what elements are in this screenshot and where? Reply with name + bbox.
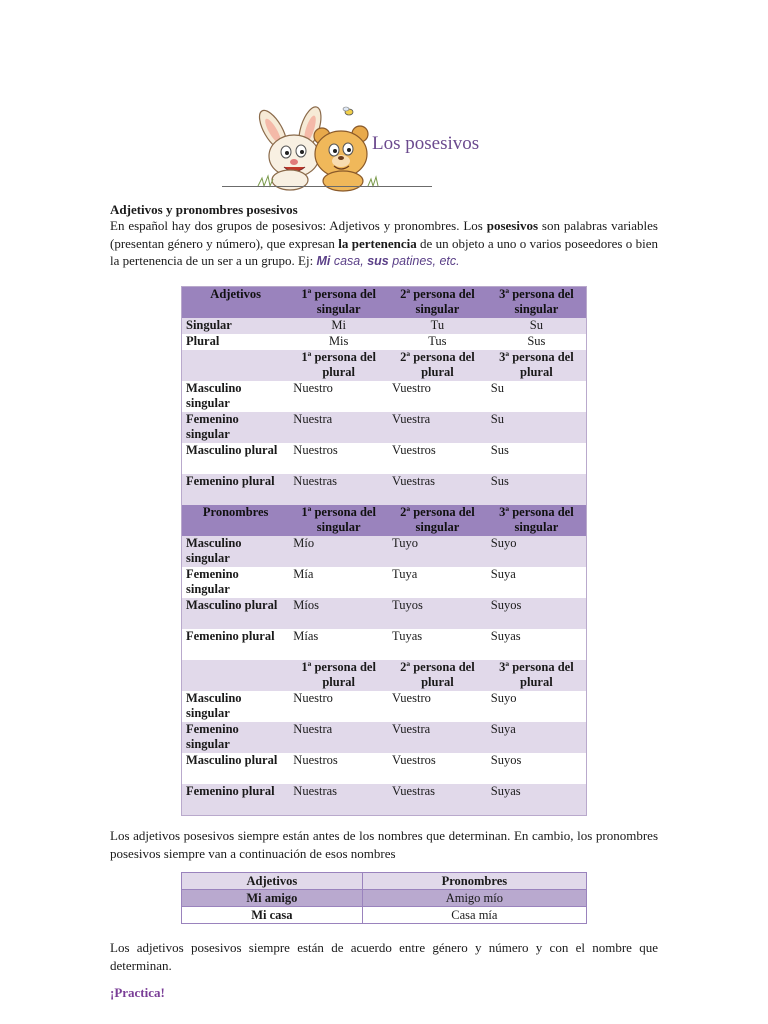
- intro-text-2: son palabras variables (presentan género y número), que expresan: [110, 218, 658, 251]
- table-cell: Tuyo: [388, 536, 487, 567]
- table-cell: Mi casa: [182, 907, 363, 924]
- page-title: Los posesivos: [372, 133, 480, 154]
- row-label: Masculino singular: [182, 536, 290, 567]
- subheader-cell: 2ª persona del plural: [388, 350, 487, 381]
- table-cell: Vuestro: [388, 691, 487, 722]
- table-cell: Mi: [289, 318, 388, 334]
- table-cell: Tuyas: [388, 629, 487, 660]
- table-row: [182, 536, 587, 567]
- header-cell: Adjetivos: [182, 873, 363, 890]
- table-subheader-row: [182, 660, 587, 691]
- subheader-cell: 2ª persona del plural: [388, 660, 487, 691]
- header-cell: 1ª persona del singular: [289, 287, 388, 319]
- table-cell: Suyas: [487, 629, 587, 660]
- table-cell: Vuestra: [388, 412, 487, 443]
- table-cell: Suyas: [487, 784, 587, 816]
- row-label: Femenino singular: [182, 412, 290, 443]
- table-cell: Su: [487, 381, 587, 412]
- table-cell: Tus: [388, 334, 487, 350]
- table-row: [182, 443, 587, 474]
- row-label: Femenino plural: [182, 629, 290, 660]
- table-cell: Amigo mío: [362, 890, 586, 907]
- row-label: Femenino plural: [182, 474, 290, 505]
- table-row: [182, 567, 587, 598]
- example-mi: Mi: [316, 254, 331, 268]
- row-label: Masculino plural: [182, 753, 290, 784]
- comparison-table: [181, 872, 587, 924]
- table-cell: Su: [487, 412, 587, 443]
- example-rest: patines, etc.: [388, 254, 460, 268]
- table-cell: Vuestro: [388, 381, 487, 412]
- practice-heading: ¡Practica!: [110, 985, 165, 1000]
- intro-paragraph: [110, 217, 658, 271]
- subheader-cell: [182, 350, 290, 381]
- table-cell: Casa mía: [362, 907, 586, 924]
- intro-example: [316, 254, 459, 268]
- table-row: [182, 598, 587, 629]
- table-row: [182, 474, 587, 505]
- header-cell: 3ª persona del singular: [487, 505, 587, 536]
- intro-text-1: En español hay dos grupos de posesivos: Adjetivos y pronombres. Los: [110, 218, 487, 233]
- table-cell: Vuestras: [388, 784, 487, 816]
- table-cell: Mío: [289, 536, 388, 567]
- table-cell: Nuestras: [289, 474, 388, 505]
- table-row: [182, 629, 587, 660]
- table-cell: Tuyos: [388, 598, 487, 629]
- section-heading: Adjetivos y pronombres posesivos: [110, 202, 298, 217]
- subheader-cell: 1ª persona del plural: [289, 350, 388, 381]
- table-cell: Suyo: [487, 691, 587, 722]
- header-cell: 2ª persona del singular: [388, 505, 487, 536]
- header-cell: 3ª persona del singular: [487, 287, 587, 319]
- table-row: [182, 412, 587, 443]
- example-casa: casa,: [330, 254, 368, 268]
- subheader-cell: [182, 660, 290, 691]
- row-label: Masculino singular: [182, 381, 290, 412]
- table-row: [182, 318, 587, 334]
- posesivos-table: [181, 286, 587, 816]
- header-cell: 2ª persona del singular: [388, 287, 487, 319]
- table-row: [182, 907, 587, 924]
- table-cell: Suyos: [487, 598, 587, 629]
- table-cell: Tu: [388, 318, 487, 334]
- row-label: Singular: [182, 318, 290, 334]
- table-header-row: [182, 287, 587, 319]
- subheader-cell: 3ª persona del plural: [487, 660, 587, 691]
- table-cell: Suyos: [487, 753, 587, 784]
- row-label: Masculino plural: [182, 443, 290, 474]
- header-cell: Pronombres: [362, 873, 586, 890]
- table-cell: Nuestras: [289, 784, 388, 816]
- row-label: Plural: [182, 334, 290, 350]
- subheader-cell: 1ª persona del plural: [289, 660, 388, 691]
- row-label: Masculino singular: [182, 691, 290, 722]
- table-cell: Sus: [487, 474, 587, 505]
- table-row: [182, 334, 587, 350]
- table-cell: Vuestras: [388, 474, 487, 505]
- table-subheader-row: [182, 350, 587, 381]
- table-cell: Vuestra: [388, 722, 487, 753]
- table-cell: Tuya: [388, 567, 487, 598]
- table-cell: Nuestra: [289, 722, 388, 753]
- table-header-row: [182, 505, 587, 536]
- intro-bold-posesivos: posesivos: [486, 218, 539, 233]
- table-row: [182, 890, 587, 907]
- table-cell: Sus: [487, 443, 587, 474]
- table-row: [182, 381, 587, 412]
- row-label: Masculino plural: [182, 598, 290, 629]
- table-row: [182, 784, 587, 816]
- header-cell: Adjetivos: [182, 287, 290, 319]
- table-cell: Mi amigo: [182, 890, 363, 907]
- table-cell: Mis: [289, 334, 388, 350]
- comparison-header-row: [182, 873, 587, 890]
- example-sus: sus: [367, 254, 389, 268]
- intro-bold-pertenencia: la pertenencia: [338, 235, 417, 251]
- row-label: Femenino singular: [182, 722, 290, 753]
- table-cell: Suyo: [487, 536, 587, 567]
- summary-paragraph: Los adjetivos posesivos siempre están antes de los nombres que determinan. En cambio, los pronombres posesivos siempre van a continuación de esos nombres: [110, 828, 658, 861]
- table-row: [182, 753, 587, 784]
- subheader-cell: 3ª persona del plural: [487, 350, 587, 381]
- table-cell: Nuestro: [289, 691, 388, 722]
- table-cell: Suya: [487, 722, 587, 753]
- table-cell: Nuestros: [289, 443, 388, 474]
- table-cell: Su: [487, 318, 587, 334]
- row-label: Femenino singular: [182, 567, 290, 598]
- header-cell: Pronombres: [182, 505, 290, 536]
- table-row: [182, 691, 587, 722]
- row-label: Femenino plural: [182, 784, 290, 816]
- table-row: [182, 722, 587, 753]
- table-cell: Nuestra: [289, 412, 388, 443]
- table-cell: Míos: [289, 598, 388, 629]
- table-cell: Suya: [487, 567, 587, 598]
- table-cell: Nuestros: [289, 753, 388, 784]
- agreement-paragraph: Los adjetivos posesivos siempre están de acuerdo entre género y número y con el nombre que determinan.: [110, 940, 658, 973]
- intro-text-3: de un objeto a uno o varios poseedores o bien la pertenencia de un ser a un grupo. Ej:: [110, 235, 658, 268]
- title-divider: [222, 186, 432, 187]
- table-cell: Sus: [487, 334, 587, 350]
- table-cell: Vuestros: [388, 443, 487, 474]
- table-cell: Vuestros: [388, 753, 487, 784]
- header-cell: 1ª persona del singular: [289, 505, 388, 536]
- table-cell: Mía: [289, 567, 388, 598]
- table-cell: Nuestro: [289, 381, 388, 412]
- table-cell: Mías: [289, 629, 388, 660]
